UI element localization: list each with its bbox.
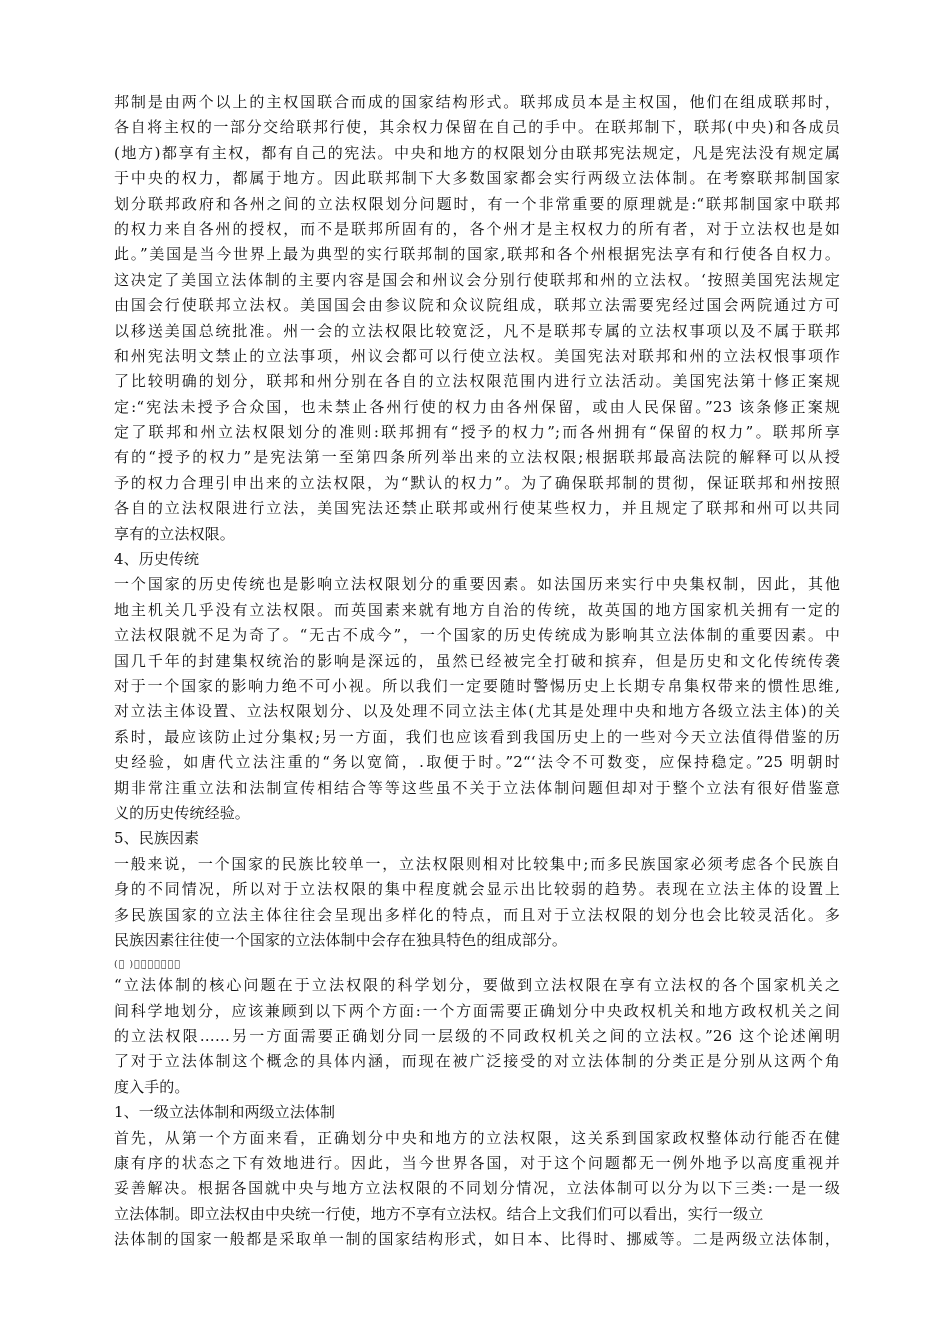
text-line: 的立法权限……另一方面需要正确划分同一层级的不同政权机关之间的立法权。”26 这个论述阐明 — [114, 1027, 840, 1046]
paragraph-levels — [114, 1126, 840, 1202]
text-line-last: 义的历史传统经验。 — [114, 803, 250, 822]
text-line: 间科学地划分，应该兼顾到以下两个方面:一个方面需要正确划分中央政权机关和地方政权机关之间 — [114, 1001, 840, 1020]
text-line: 此。”美国是当今世界上最为典型的实行联邦制的国家,联邦和各个州根据宪法享有和行使各自权力。 — [114, 245, 840, 264]
text-line: 史经验，如唐代立法注重的“务以宽简，.取便于时。”2“‘法令不可数变，应保持稳定。”25 明朝时 — [114, 753, 840, 772]
text-line: 系时，最应该防止过分集权;另一方面，我们也应该看到我国历史上的一些对今天立法值得借鉴的历 — [114, 727, 840, 746]
text-line: 立法体制。即立法权由中央统一行使，地方不享有立法权。结合上文我们们可以看出，实行一级立 — [114, 1204, 764, 1223]
text-line: 对立法主体设置、立法权限划分、以及处理不同立法主体(尤其是处理中央和地方各级立法主体)的关 — [114, 702, 840, 721]
text-line: 身的不同情况，所以对于立法权限的集中程度就会显示出比较弱的趋势。表现在立法主体的设置上 — [114, 880, 840, 899]
text-line: 由国会行使联邦立法权。美国国会由参议院和众议院组成，联邦立法需要宪经过国会两院通过方可 — [114, 296, 840, 315]
paragraph-ethnic — [114, 852, 840, 954]
text-line-last: 度入手的。 — [114, 1077, 190, 1096]
heading-levels — [114, 1100, 840, 1125]
paragraph-federal — [114, 90, 840, 547]
text-line: 了对于立法体制这个概念的具体内涵，而现在被广泛接受的对立法体制的分类正是分别从这两个角 — [114, 1052, 840, 1071]
text-line-last: 享有的立法权限。 — [114, 524, 235, 543]
section-heading: 1、一级立法体制和两级立法体制 — [114, 1103, 336, 1122]
paragraph-history — [114, 572, 840, 826]
text-line: 于中央的权力，都属于地方。因此联邦制下大多数国家都会实行两级立法体制。在考察联邦制国家 — [114, 169, 840, 188]
text-line: 期非常注重立法和法制宣传相结合等等这些虽不关于立法体制问题但却对于整个立法有很好借鉴意 — [114, 778, 840, 797]
text-line: 有的“授予的权力”是宪法第一至第四条所列举出来的立法权限;根据联邦最高法院的解释可以从授 — [114, 448, 840, 467]
text-line: 予的权力合理引申出来的立法权限，为“默认的权力”。为了确保联邦制的贯彻，保证联邦和州按照 — [114, 473, 840, 492]
text-line: 各自将主权的一部分交给联邦行使，其余权力保留在自己的手中。在联邦制下，联邦(中央)和各成员 — [114, 118, 840, 137]
text-line: 多民族国家的立法主体往往会呈现出多样化的特点，而且对于立法权限的划分也会比较灵活化。多 — [114, 905, 840, 924]
paragraph-levels-tail — [114, 1202, 840, 1227]
text-line: 定:“宪法未授予合众国，也未禁止各州行使的权力由各州保留，或由人民保留。”23 该条修正案规 — [114, 397, 840, 416]
paragraph-core-issue — [114, 973, 840, 1100]
text-line: 首先，从第一个方面来看，正确划分中央和地方的立法权限，这关系到国家政权整体动行能否在健 — [114, 1128, 840, 1147]
section-heading: 5、民族因素 — [114, 829, 200, 848]
text-line-last: 民族因素往往使一个国家的立法体制中会存在独具特色的组成部分。 — [114, 930, 568, 949]
text-line: 了比较明确的划分，联邦和州分别在各自的立法权限范围内进行立法活动。美国宪法第十修正案规 — [114, 372, 840, 391]
text-line: 法体制的国家一般都是采取单一制的国家结构形式，如日本、比得时、挪威等。二是两级立法体制， — [114, 1230, 840, 1249]
text-line: 定了联邦和州立法权限划分的准则:联邦拥有“授予的权力”;而各州拥有“保留的权力”。联邦所享 — [114, 423, 840, 442]
garbled-subheading — [114, 957, 840, 973]
text-line: 各自的立法权限进行立法，美国宪法还禁止联邦或州行使某些权力，并且规定了联邦和州可以共同 — [114, 499, 840, 518]
paragraph-levels-end — [114, 1227, 840, 1252]
text-line: 这决定了美国立法体制的主要内容是国会和州议会分别行使联邦和州的立法权。‘按照美国宪法规定 — [114, 270, 840, 289]
text-line: 康有序的状态之下有效地进行。因此，当今世界各国，对于这个问题都无一例外地予以高度重视并 — [114, 1154, 840, 1173]
section-heading: 4、历史传统 — [114, 550, 200, 569]
heading-history — [114, 547, 840, 572]
text-line: “立法体制的核心问题在于立法权限的科学划分，要做到立法权限在享有立法权的各个国家机关之 — [114, 976, 840, 995]
document-body — [114, 90, 840, 1253]
text-line: 的权力来自各州的授权，而不是联邦所固有的，各个州才是主权权力的所有者，对于立法权也是如 — [114, 219, 840, 238]
text-line: 对于一个国家的影响力绝不可小视。所以我们一定要随时警惕历史上长期专帛集权带来的惯性思维, — [114, 676, 840, 695]
text-line: 一般来说，一个国家的民族比较单一，立法权限则相对比较集中;而多民族国家必须考虑各个民族自 — [114, 854, 840, 873]
text-line: 邦制是由两个以上的主权国联合而成的国家结构形式。联邦成员本是主权国，他们在组成联邦时， — [114, 93, 840, 111]
text-line: 妥善解决。根据各国就中央与地方立法权限的不同划分情况，立法体制可以分为以下三类:一是一级 — [114, 1179, 840, 1198]
text-line: 地主机关几乎没有立法权限。而英国素来就有地方自治的传统，故英国的地方国家机关拥有一定的 — [114, 600, 840, 619]
text-line: 立法权限就不足为奇了。“无古不成今”，一个国家的历史传统成为影响其立法体制的重要因素。中 — [114, 626, 840, 645]
text-line: 划分联邦政府和各州之间的立法权限划分问题时，有一个非常重要的原理就是:“联邦制国家中联邦 — [114, 194, 840, 213]
text-line: (地方)都享有主权，都有自己的宪法。中央和地方的权限划分由联邦宪法规定，凡是宪法没有规定属 — [114, 143, 840, 162]
text-line: 以移送美国总统批准。州一会的立法权限比较宽泛，凡不是联邦专属的立法权事项以及不属于联邦 — [114, 321, 840, 340]
heading-ethnic — [114, 826, 840, 851]
text-line: 一个国家的历史传统也是影响立法权限划分的重要因素。如法国历来实行中央集权制，因此，其他 — [114, 575, 840, 594]
garbled-heading-text: (  )        — [114, 959, 182, 971]
text-line: 国几千年的封建集权统治的影响是深远的，虽然已经被完全打破和摈弃，但是历史和文化传统传袭 — [114, 651, 840, 670]
text-line: 和州宪法明文禁止的立法事项，州议会都可以行使立法权。美国宪法对联邦和州的立法权恨事项作 — [114, 346, 840, 365]
